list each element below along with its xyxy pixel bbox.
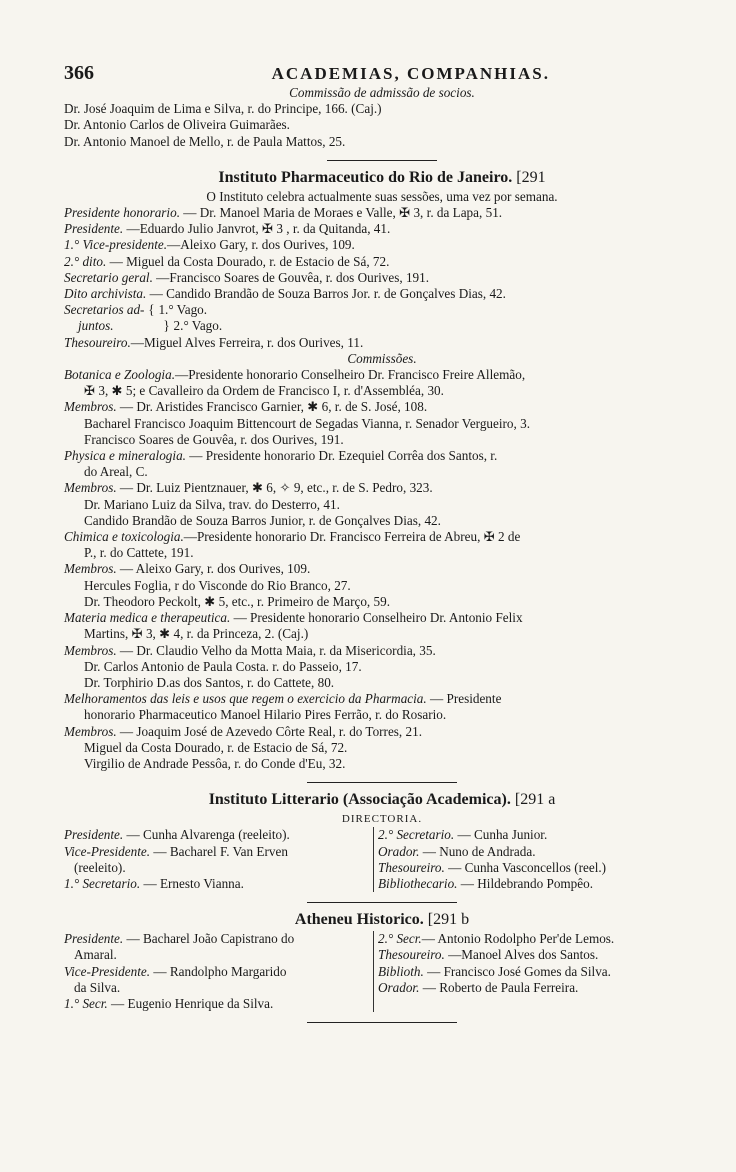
entry-label: Secretario geral. [64, 269, 153, 285]
entry-text: —Presidente honorario Conselheiro Dr. Francisco Freire Allemão, [175, 367, 526, 383]
cell-text: — Bacharel João Capistrano do [123, 931, 295, 947]
entry-text: Bacharel Francisco Joaquim Bittencourt de Segadas Vianna, r. Senador Vergueiro, 3. [84, 415, 531, 431]
table-row [64, 964, 700, 980]
commissions-heading: Commissões. [347, 350, 417, 366]
right-cell [374, 996, 378, 1012]
litterario-table [64, 827, 700, 892]
entry-line [64, 594, 700, 610]
table-row [64, 860, 700, 876]
entry-label: Membros. [64, 399, 117, 415]
pharma-secretarios-2 [64, 318, 700, 334]
cell-label: 1.° Secretario. [64, 875, 141, 891]
cell-text: (reeleito). [74, 859, 126, 875]
entry-line [64, 286, 700, 302]
entry-text: Martins, ✠ 3, ✱ 4, r. da Princeza, 2. (Caj.) [84, 626, 309, 642]
entry-line [64, 578, 700, 594]
cell-label: Thesoureiro. [378, 859, 445, 875]
right-cell [374, 947, 598, 963]
entry-text: — Dr. Manoel Maria de Moraes e Valle, ✠ 3, r. da Lapa, 51. [180, 205, 503, 221]
secretarios-label: Secretarios ad- [64, 302, 145, 318]
entry-text: —Aleixo Gary, r. dos Ourives, 109. [167, 237, 355, 253]
cell-label: Biblioth. [378, 963, 424, 979]
pharma-section [64, 167, 700, 772]
entry-line [64, 448, 700, 464]
cell-label: Thesoureiro. [378, 947, 445, 963]
entry-line [64, 221, 700, 237]
entry-line [64, 643, 700, 659]
pharma-ref: [291 [516, 168, 546, 186]
litterario-title-text: Instituto Litterario (Associação Academica). [208, 791, 511, 809]
left-cell [64, 876, 374, 892]
cell-label: 1.° Secr. [64, 995, 108, 1011]
entry-line [64, 367, 700, 383]
entry-text: — Candido Brandão de Souza Barros Jor. r. de Gonçalves Dias, 42. [146, 286, 506, 302]
entry-line [64, 659, 700, 675]
tesoureiro-label: Thesoureiro. [64, 334, 131, 350]
entry-label: Materia medica e therapeutica. [64, 610, 231, 626]
entry-text: P., r. do Cattete, 191. [84, 545, 194, 561]
cell-label: Presidente. [64, 827, 124, 843]
entry-line [64, 610, 700, 626]
section-divider [307, 1022, 457, 1023]
left-cell [64, 980, 374, 996]
entry-line [64, 416, 700, 432]
entry-text: —Presidente honorario Dr. Francisco Ferreira de Abreu, ✠ 2 de [183, 529, 521, 545]
section-divider [307, 902, 457, 903]
cell-label: Orador. [378, 979, 420, 995]
left-cell [64, 996, 374, 1012]
cell-text: — Cunha Alvarenga (reeleito). [123, 827, 290, 843]
entry-line [64, 254, 700, 270]
entry-text: Dr. Torphirio D.as dos Santos, r. do Cattete, 80. [84, 674, 335, 690]
entry-text: —Eduardo Julio Janvrot, ✠ 3 , r. da Quitanda, 41. [123, 221, 391, 237]
entry-line [64, 675, 700, 691]
entry-label: Chimica e toxicologia. [64, 529, 184, 545]
historico-ref: [291 b [427, 911, 470, 929]
entry-line [64, 237, 700, 253]
entry-line [64, 724, 700, 740]
entry-label: Membros. [64, 561, 117, 577]
running-title: ACADEMIAS, COMPANHIAS. [271, 64, 550, 83]
pharma-title-text: Instituto Pharmaceutico do Rio de Janeiro. [218, 168, 513, 186]
left-cell [64, 947, 374, 963]
left-cell [64, 964, 374, 980]
table-row [64, 931, 700, 947]
cell-label: 2.° Secretario. [378, 827, 455, 843]
right-cell [374, 827, 547, 843]
left-cell [64, 827, 374, 843]
brace-icon: } [163, 318, 170, 334]
brace-icon: { [148, 302, 155, 318]
entry-text: do Areal, C. [84, 464, 148, 480]
cell-text: — Cunha Vasconcellos (reel.) [444, 859, 607, 875]
entry-text: Miguel da Costa Dourado, r. de Estacio de Sá, 72. [84, 739, 348, 755]
entry-label: Botanica e Zoologia. [64, 367, 175, 383]
pharma-title [64, 167, 700, 189]
left-cell [64, 931, 374, 947]
running-header [64, 62, 700, 85]
cell-label: Bibliothecario. [378, 875, 458, 891]
litterario-subheading: DIRECTORIA. [341, 813, 423, 826]
table-row [64, 996, 700, 1012]
entry-line [64, 480, 700, 496]
table-row [64, 827, 700, 843]
table-row [64, 876, 700, 892]
top-commission-member: Dr. José Joaquim de Lima e Silva, r. do Principe, 166. (Caj.) [64, 101, 382, 117]
cell-text: — Eugenio Henrique da Silva. [107, 995, 274, 1011]
entry-label: Dito archivista. [64, 286, 147, 302]
historico-title [64, 909, 700, 931]
entry-line [64, 740, 700, 756]
pharma-tesoureiro [64, 335, 700, 351]
entry-line [64, 464, 700, 480]
entry-text: — Presidente honorario Conselheiro Dr. Antonio Felix [230, 610, 523, 626]
entry-text: ✠ 3, ✱ 5; e Cavalleiro da Ordem de Francisco I, r. d'Assembléa, 30. [84, 383, 444, 399]
secretario-value: 2.° Vago. [173, 318, 223, 334]
entry-text: Dr. Theodoro Peckolt, ✱ 5, etc., r. Primeiro de Março, 59. [84, 593, 390, 609]
litterario-ref: [291 a [514, 791, 556, 809]
section-divider [307, 782, 457, 783]
top-commission [64, 85, 700, 150]
top-commission-member: Dr. Antonio Carlos de Oliveira Guimarães. [64, 117, 290, 133]
entry-label: Membros. [64, 642, 117, 658]
section-divider [327, 160, 437, 161]
entry-line [64, 529, 700, 545]
entry-text: — Dr. Claudio Velho da Motta Maia, r. da Misericordia, 35. [116, 642, 436, 658]
entry-line [64, 626, 700, 642]
entry-text: — Miguel da Costa Dourado, r. de Estacio de Sá, 72. [106, 253, 390, 269]
cell-text: — Roberto de Paula Ferreira. [419, 979, 579, 995]
cell-label: Vice-Presidente. [64, 963, 151, 979]
cell-text: — Francisco José Gomes da Silva. [423, 963, 611, 979]
secretario-value: 1.° Vago. [158, 302, 208, 318]
top-commission-heading: Commissão de admissão de socios. [289, 85, 475, 100]
litterario-title [64, 789, 700, 811]
pharma-commission-lines [64, 367, 700, 772]
historico-title-text: Atheneu Historico. [294, 911, 424, 929]
right-cell [374, 931, 614, 947]
tesoureiro-text: —Miguel Alves Ferreira, r. dos Ourives, 11. [130, 334, 364, 350]
cell-text: — Cunha Junior. [454, 827, 548, 843]
entry-text: Virgilio de Andrade Pessôa, r. do Conde d'Eu, 32. [84, 755, 346, 771]
right-cell [374, 844, 536, 860]
entry-label: Physica e mineralogia. [64, 448, 186, 464]
pharma-secretarios-1 [64, 302, 700, 318]
entry-label: Presidente. [64, 221, 124, 237]
left-cell [64, 844, 374, 860]
entry-label: Membros. [64, 480, 117, 496]
cell-label: Orador. [378, 843, 420, 859]
entry-line [64, 691, 700, 707]
entry-line [64, 399, 700, 415]
entry-text: Dr. Carlos Antonio de Paula Costa. r. do Passeio, 17. [84, 658, 362, 674]
secretarios-label: juntos. [78, 318, 114, 334]
cell-text: da Silva. [74, 979, 121, 995]
right-cell [374, 860, 606, 876]
entry-line [64, 497, 700, 513]
entry-line [64, 432, 700, 448]
entry-text: Francisco Soares de Gouvêa, r. dos Ourives, 191. [84, 431, 344, 447]
entry-text: Hercules Foglia, r do Visconde do Rio Branco, 27. [84, 577, 351, 593]
cell-text: — Bacharel F. Van Erven [150, 843, 288, 859]
cell-text: Amaral. [74, 947, 117, 963]
entry-line [64, 756, 700, 772]
table-row [64, 980, 700, 996]
cell-text: —Manoel Alves dos Santos. [444, 947, 599, 963]
entry-text: — Joaquim José de Azevedo Côrte Real, r. do Torres, 21. [116, 723, 423, 739]
entry-line [64, 561, 700, 577]
pharma-officers [64, 205, 700, 302]
entry-line [64, 545, 700, 561]
left-cell [64, 860, 374, 876]
cell-text: — Hildebrando Pompêo. [457, 875, 594, 891]
entry-line [64, 270, 700, 286]
entry-label: 1.° Vice-presidente. [64, 237, 168, 253]
entry-text: —Francisco Soares de Gouvêa, r. dos Ourives, 191. [152, 269, 430, 285]
entry-line [64, 383, 700, 399]
right-cell [374, 964, 611, 980]
cell-text: — Nuno de Andrada. [419, 843, 536, 859]
entry-line [64, 513, 700, 529]
cell-label: Vice-Presidente. [64, 843, 151, 859]
table-row [64, 947, 700, 963]
entry-label: Melhoramentos das leis e usos que regem o exercicio da Pharmacia. [64, 691, 427, 707]
entry-label: Presidente honorario. [64, 205, 180, 221]
cell-text: — Randolpho Margarido [150, 963, 287, 979]
cell-label: Presidente. [64, 931, 124, 947]
entry-text: Candido Brandão de Souza Barros Junior, r. de Gonçalves Dias, 42. [84, 512, 441, 528]
pharma-intro: O Instituto celebra actualmente suas sessões, uma vez por semana. [206, 188, 558, 204]
right-cell [374, 980, 578, 996]
entry-text: Dr. Mariano Luiz da Silva, trav. do Desterro, 41. [84, 496, 340, 512]
table-row [64, 844, 700, 860]
entry-line [64, 707, 700, 723]
cell-text: — Ernesto Vianna. [140, 875, 244, 891]
historico-section [64, 909, 700, 1012]
page-number: 366 [64, 62, 94, 84]
cell-label: 2.° Secr. [378, 931, 422, 947]
historico-table [64, 931, 700, 1012]
entry-text: — Aleixo Gary, r. dos Ourives, 109. [116, 561, 311, 577]
cell-text: — Antonio Rodolpho Per'de Lemos. [421, 931, 615, 947]
entry-text: — Presidente honorario Dr. Ezequiel Corrêa dos Santos, r. [185, 448, 498, 464]
entry-label: Membros. [64, 723, 117, 739]
entry-text: honorario Pharmaceutico Manoel Hilario Pires Ferrão, r. do Rosario. [84, 707, 447, 723]
entry-text: — Presidente [426, 691, 502, 707]
entry-text: — Dr. Luiz Pientznauer, ✱ 6, ✧ 9, etc., r. de S. Pedro, 323. [116, 480, 433, 496]
top-commission-member: Dr. Antonio Manoel de Mello, r. de Paula Mattos, 25. [64, 133, 346, 149]
entry-label: 2.° dito. [64, 253, 107, 269]
litterario-section [64, 789, 700, 892]
entry-line [64, 205, 700, 221]
right-cell [374, 876, 593, 892]
entry-text: — Dr. Aristides Francisco Garnier, ✱ 6, r. de S. José, 108. [116, 399, 428, 415]
